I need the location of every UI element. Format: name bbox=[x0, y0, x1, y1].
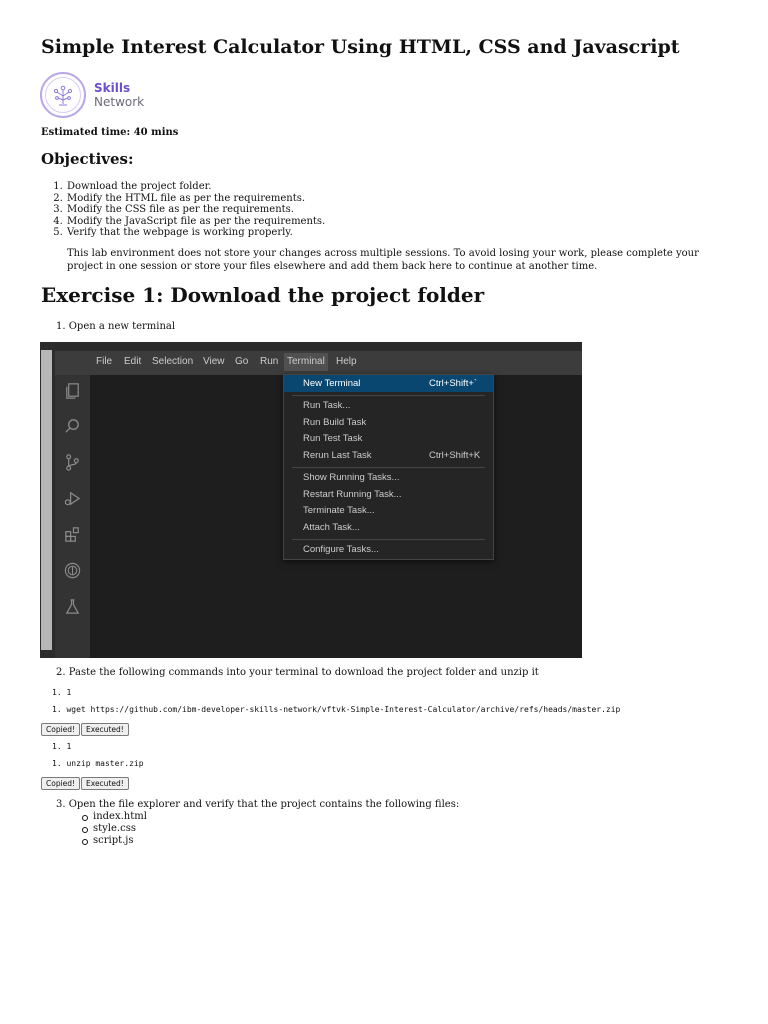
menu-item-label: Show Running Tasks... bbox=[303, 472, 400, 483]
skills-network-icon[interactable] bbox=[63, 561, 82, 580]
objective-item: 3. Modify the CSS file as per the requirements. bbox=[66, 204, 325, 216]
project-files-list bbox=[93, 811, 147, 847]
menu-item-label: Restart Running Task... bbox=[303, 489, 402, 500]
menu-selection[interactable]: Selection bbox=[152, 356, 194, 367]
code-line-unzip[interactable]: 1. unzip master.zip bbox=[52, 759, 144, 768]
copied-button[interactable]: Copied! bbox=[41, 777, 80, 790]
menu-item-show-running-tasks[interactable] bbox=[284, 469, 493, 486]
menu-item-shortcut: Ctrl+Shift+K bbox=[429, 450, 481, 461]
terminal-menu-dropdown bbox=[283, 374, 494, 560]
menu-separator bbox=[292, 467, 485, 468]
menu-item-run-task[interactable] bbox=[284, 397, 493, 414]
step-1-text: 1. Open a new terminal bbox=[56, 321, 176, 332]
menu-separator bbox=[292, 395, 485, 396]
menu-item-label: Terminate Task... bbox=[303, 505, 375, 516]
skills-network-logo bbox=[40, 72, 160, 118]
executed-button[interactable]: Executed! bbox=[81, 723, 129, 736]
code-line-number: 1. 1 bbox=[52, 742, 72, 751]
logo-line-1: Skills bbox=[94, 81, 131, 95]
extensions-icon[interactable] bbox=[63, 525, 82, 544]
file-item: script.js bbox=[93, 835, 147, 847]
menu-view[interactable]: View bbox=[203, 356, 225, 367]
ide-activity-bar bbox=[55, 375, 90, 658]
objective-item: 5. Verify that the webpage is working properly. bbox=[66, 227, 325, 239]
step-2-text: 2. Paste the following commands into your terminal to download the project folder and unzip it bbox=[56, 667, 539, 678]
session-note bbox=[67, 248, 707, 273]
estimated-time: Estimated time: 40 mins bbox=[41, 127, 179, 138]
menu-item-rerun-last-task[interactable] bbox=[284, 447, 493, 464]
menu-item-run-test-task[interactable] bbox=[284, 430, 493, 447]
ide-titlebar bbox=[55, 342, 582, 351]
exercise-1-heading: Exercise 1: Download the project folder bbox=[41, 283, 485, 307]
menu-edit[interactable]: Edit bbox=[124, 356, 142, 367]
menu-item-label: Run Build Task bbox=[303, 417, 367, 428]
menu-item-label: Attach Task... bbox=[303, 522, 360, 533]
menu-item-label: Run Test Task bbox=[303, 433, 363, 444]
objective-item: 1. Download the project folder. bbox=[66, 181, 325, 193]
executed-button[interactable]: Executed! bbox=[81, 777, 129, 790]
file-item: index.html bbox=[93, 811, 147, 822]
session-note-line-2: project in one session or store your files elsewhere and add them back here to continue at another time. bbox=[67, 260, 598, 272]
source-control-icon[interactable] bbox=[63, 453, 82, 472]
file-item: style.css bbox=[93, 823, 147, 835]
menu-item-terminate-task[interactable] bbox=[284, 502, 493, 519]
objective-item: 2. Modify the HTML file as per the requirements. bbox=[66, 193, 325, 205]
search-icon[interactable] bbox=[63, 417, 82, 436]
menu-run[interactable]: Run bbox=[260, 356, 279, 367]
logo-wordmark bbox=[94, 81, 144, 109]
menu-item-label: New Terminal bbox=[303, 378, 361, 389]
menu-item-configure-tasks[interactable] bbox=[284, 541, 493, 558]
code-line-wget[interactable]: 1. wget https://github.com/ibm-developer-skills-network/vftvk-Simple-Interest-Calculator/archive/refs/heads/master.zip bbox=[52, 705, 621, 714]
files-icon[interactable] bbox=[63, 381, 82, 400]
objectives-heading: Objectives: bbox=[41, 150, 134, 168]
menu-file[interactable]: File bbox=[96, 356, 113, 367]
menu-item-restart-running-task[interactable] bbox=[284, 486, 493, 503]
menu-item-shortcut: Ctrl+Shift+` bbox=[429, 378, 478, 389]
objective-item: 4. Modify the JavaScript file as per the requirements. bbox=[66, 216, 325, 228]
page-title: Simple Interest Calculator Using HTML, CSS and Javascript bbox=[41, 36, 680, 58]
menu-item-run-build-task[interactable] bbox=[284, 414, 493, 431]
menu-terminal[interactable]: Terminal bbox=[284, 353, 328, 371]
ide-menubar bbox=[55, 351, 582, 375]
menu-item-new-terminal[interactable] bbox=[284, 375, 493, 392]
session-note-line-1: This lab environment does not store your changes across multiple sessions. To avoid losing your work, please complete your bbox=[67, 248, 699, 259]
menu-item-label: Rerun Last Task bbox=[303, 450, 372, 461]
copied-button[interactable]: Copied! bbox=[41, 723, 80, 736]
menu-item-label: Run Task... bbox=[303, 400, 351, 411]
menu-item-label: Configure Tasks... bbox=[303, 544, 379, 555]
logo-circle-icon bbox=[40, 72, 86, 118]
menu-go[interactable]: Go bbox=[235, 356, 249, 367]
window-edge bbox=[40, 342, 55, 658]
run-debug-icon[interactable] bbox=[63, 489, 82, 508]
logo-line-2: Network bbox=[94, 95, 145, 109]
menu-help[interactable]: Help bbox=[336, 356, 357, 367]
menu-separator bbox=[292, 539, 485, 540]
menu-item-attach-task[interactable] bbox=[284, 519, 493, 536]
code-line-number: 1. 1 bbox=[52, 688, 72, 697]
flask-icon[interactable] bbox=[63, 597, 82, 616]
objectives-list bbox=[56, 181, 325, 239]
step-3-text: 3. Open the file explorer and verify that the project contains the following files: bbox=[56, 799, 460, 810]
